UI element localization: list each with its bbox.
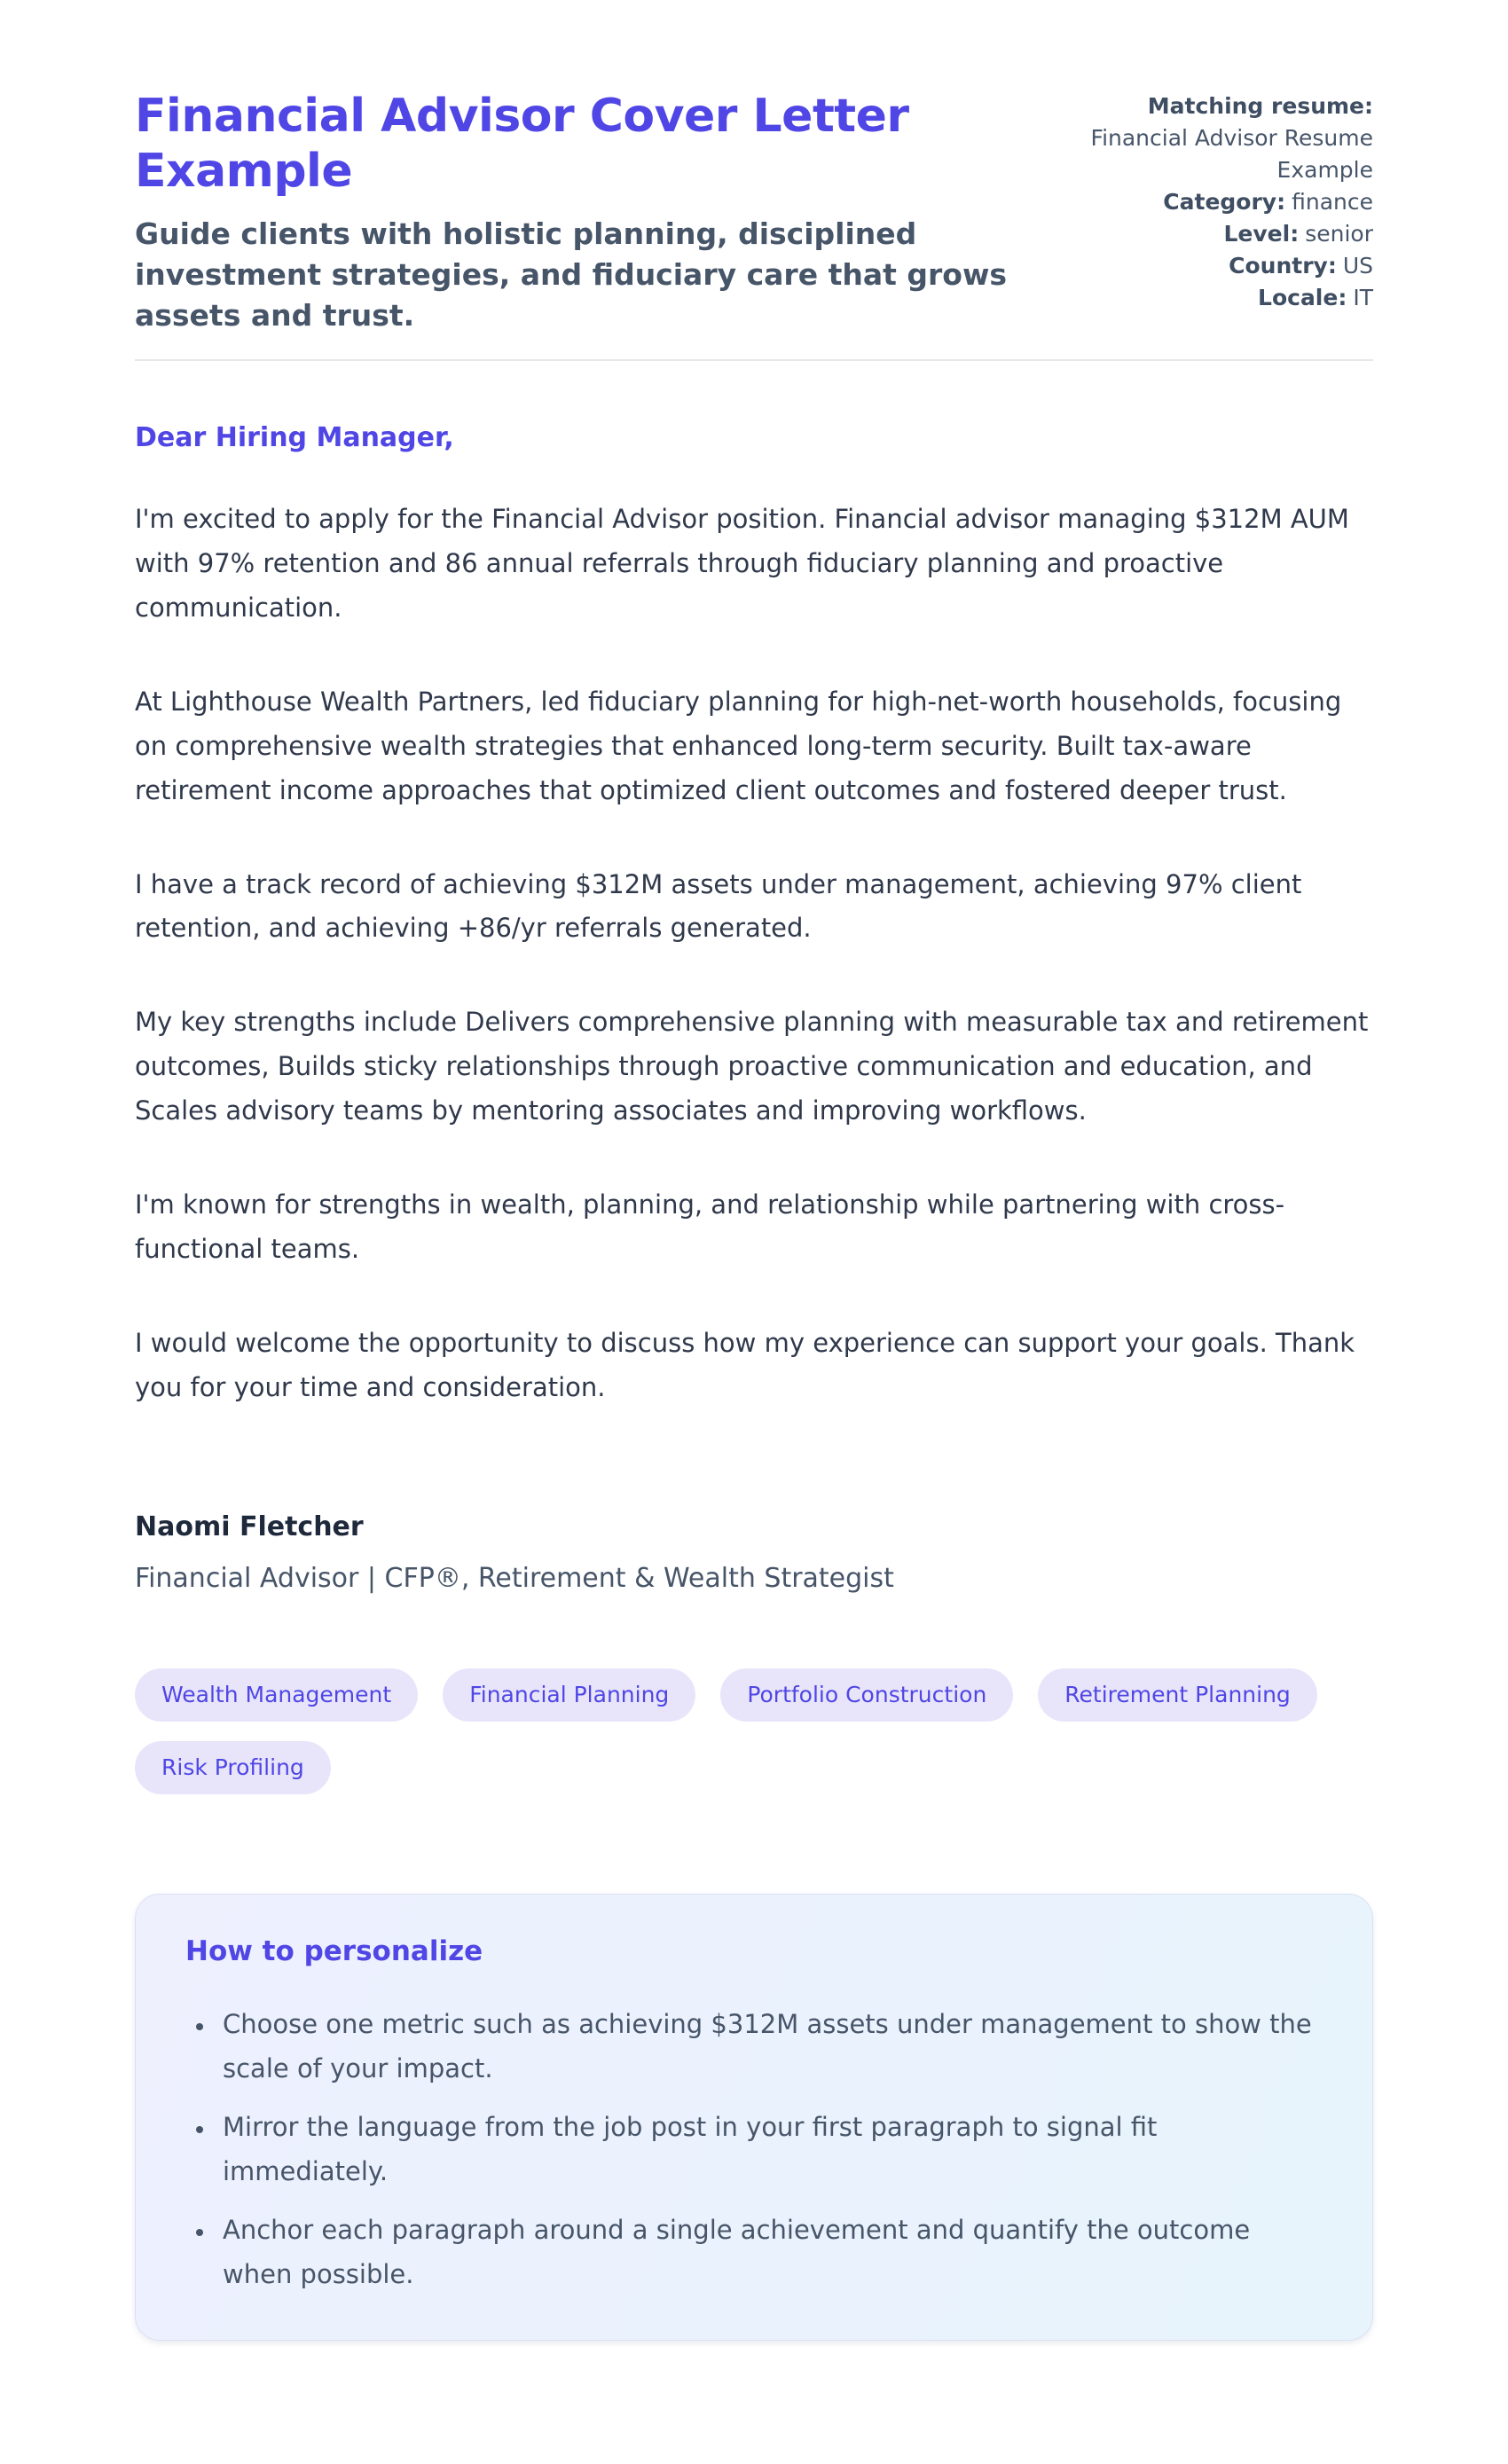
letter-paragraph: I would welcome the opportunity to discuss how my experience can support your goals. Thank you for your time and consideration.: [135, 1327, 1355, 1402]
personalize-bullet: • Anchor each paragraph around a single achievement and quantify the outcome when possible.: [216, 2209, 1323, 2297]
skill-tag: Risk Profiling: [135, 1741, 331, 1794]
meta-value: US: [1342, 253, 1373, 279]
letter-paragraph: At Lighthouse Wealth Partners, led fiduciary planning for high-net-worth households, focusing on comprehensive wealth strategies that enhanced long-term security. Built tax-aware retirement income approaches that optimized client outcomes and fostered deeper trust.: [135, 686, 1342, 805]
skill-tag: Financial Planning: [443, 1668, 695, 1722]
personalize-box: [135, 1894, 1373, 2340]
skill-tag: Portfolio Construction: [720, 1668, 1013, 1722]
signature-block: [135, 1509, 1373, 1597]
letter-paragraph: I'm known for strengths in wealth, planning, and relationship while partnering with cross-functional teams.: [135, 1189, 1285, 1264]
page-subtitle: Guide clients with holistic planning, disciplined investment strategies, and fiduciary care that grows assets and trust.: [135, 216, 1008, 334]
page-header: [135, 89, 1373, 336]
personalize-list: [185, 2003, 1323, 2296]
meta-country: [1076, 250, 1373, 282]
meta-category: [1076, 186, 1373, 218]
letter-paragraph: My key strengths include Delivers comprehensive planning with measurable tax and retirement outcomes, Builds sticky relationships through proactive communication and education, and Scales advisory teams by mentoring associates and improving workflows.: [135, 1007, 1369, 1126]
meta-label: Locale:: [1258, 285, 1347, 310]
page-title: Financial Advisor Cover Letter Example: [135, 90, 909, 199]
personalize-bullet: • Choose one metric such as achieving $312M assets under management to show the scale of your impact.: [216, 2003, 1323, 2091]
resume-meta: [1076, 89, 1373, 314]
header-title-block: [135, 89, 1035, 336]
personalize-bullet: • Mirror the language from the job post in your first paragraph to signal fit immediately.: [216, 2106, 1323, 2194]
personalize-heading: How to personalize: [185, 1935, 483, 1968]
letter-paragraph: I have a track record of achieving $312M assets under management, achieving 97% client retention, and achieving +86/yr referrals generated.: [135, 868, 1302, 944]
meta-value: IT: [1353, 285, 1373, 310]
header-divider: [135, 359, 1373, 361]
signature-name: Naomi Fletcher: [135, 1511, 364, 1543]
meta-value: Financial Advisor Resume Example: [1090, 125, 1373, 183]
meta-label: Country:: [1229, 253, 1337, 279]
meta-label: Matching resume:: [1147, 93, 1373, 119]
meta-matching-resume: [1076, 90, 1373, 186]
meta-locale: [1076, 282, 1373, 314]
signature-title: Financial Advisor | CFP®, Retirement & Wealth Strategist: [135, 1563, 894, 1595]
meta-value: finance: [1292, 189, 1373, 215]
meta-label: Category:: [1163, 189, 1286, 215]
meta-value: senior: [1305, 221, 1373, 247]
skill-tags: [135, 1668, 1373, 1794]
skill-tag: Retirement Planning: [1038, 1668, 1317, 1722]
meta-level: [1076, 218, 1373, 250]
meta-label: Level:: [1223, 221, 1300, 247]
letter-paragraph: I'm excited to apply for the Financial Advisor position. Financial advisor managing $312M AUM with 97% retention and 86 annual referrals through fiduciary planning and proactive communication.: [135, 504, 1349, 624]
letter-greeting: Dear Hiring Manager,: [135, 422, 454, 454]
cover-letter-body: [135, 420, 1373, 1597]
skill-tag: Wealth Management: [135, 1668, 418, 1722]
